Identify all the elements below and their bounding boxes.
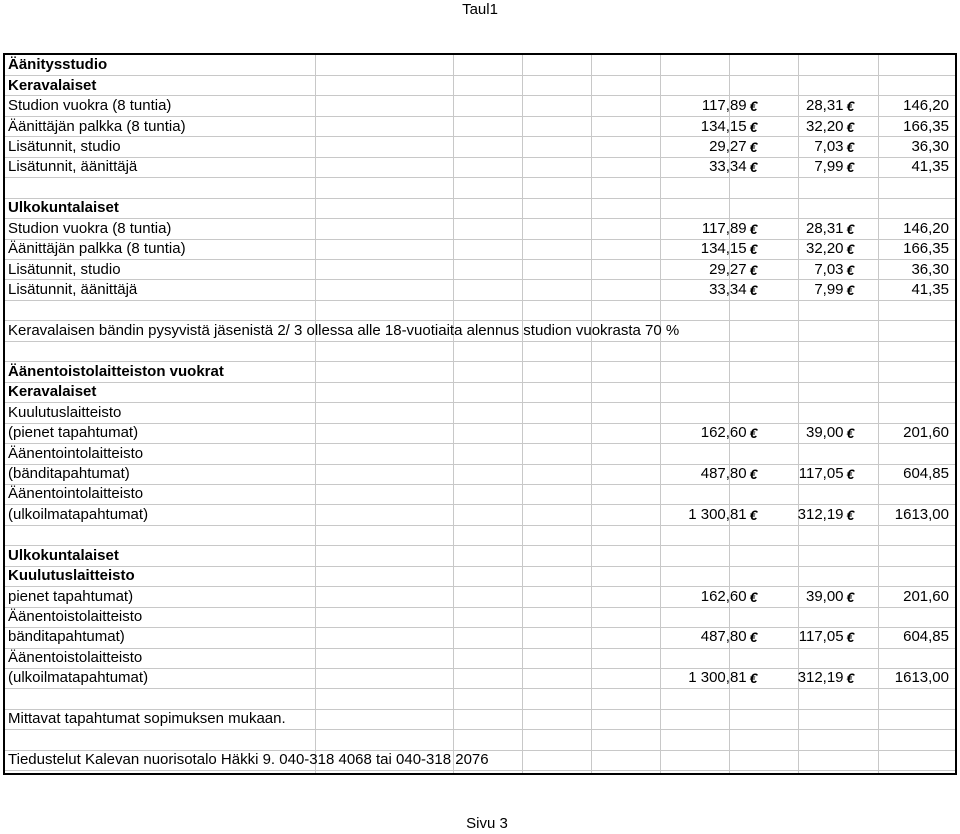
row-label[interactable]: (ulkoilmatapahtumat) xyxy=(8,505,149,523)
empty-cell[interactable] xyxy=(760,546,846,566)
table-row xyxy=(5,464,955,484)
table-row xyxy=(5,96,955,116)
row-divider xyxy=(5,423,955,424)
empty-cell[interactable] xyxy=(855,362,955,382)
empty-cell[interactable] xyxy=(760,362,846,382)
empty-cell[interactable] xyxy=(750,484,761,504)
empty-cell[interactable] xyxy=(750,729,761,749)
row-divider xyxy=(5,770,955,771)
price-cell-2[interactable]: 312,19 xyxy=(797,505,844,523)
empty-cell[interactable] xyxy=(679,525,749,545)
row-divider xyxy=(5,320,955,321)
empty-cell[interactable] xyxy=(847,525,856,545)
empty-cell[interactable] xyxy=(847,362,856,382)
row-label[interactable]: bänditapahtumat) xyxy=(8,628,125,646)
table-row xyxy=(5,300,955,320)
table-row xyxy=(5,546,955,566)
table-row xyxy=(5,75,955,95)
table-row xyxy=(5,341,955,361)
empty-cell[interactable] xyxy=(855,55,955,75)
row-label[interactable]: Äänentointolaitteisto xyxy=(8,444,144,462)
table-row xyxy=(5,362,955,382)
row-label[interactable]: Äänentoistolaitteisto xyxy=(8,648,143,666)
table-row xyxy=(5,709,955,729)
empty-cell[interactable] xyxy=(760,750,846,770)
euro-symbol[interactable]: € xyxy=(846,159,855,176)
empty-cell[interactable] xyxy=(855,607,955,627)
empty-cell[interactable] xyxy=(679,648,749,668)
empty-cell[interactable] xyxy=(750,709,761,729)
euro-symbol[interactable]: € xyxy=(749,261,758,278)
empty-cell[interactable] xyxy=(750,178,761,198)
empty-cell[interactable] xyxy=(679,709,749,729)
row-divider xyxy=(5,627,955,628)
empty-cell[interactable] xyxy=(679,689,749,709)
empty-cell[interactable] xyxy=(855,729,955,749)
empty-cell[interactable] xyxy=(760,321,846,341)
euro-symbol[interactable]: € xyxy=(749,98,758,115)
price-cell-3[interactable]: 166,35 xyxy=(903,117,949,135)
table-row xyxy=(5,607,955,627)
empty-cell[interactable] xyxy=(750,443,761,463)
euro-symbol[interactable]: € xyxy=(846,220,855,237)
table-row xyxy=(5,402,955,422)
price-cell-2[interactable]: 7,99 xyxy=(814,158,844,176)
empty-cell[interactable] xyxy=(750,770,761,775)
price-cell-3[interactable]: 41,35 xyxy=(911,158,949,176)
row-label[interactable]: Kuulutuslaitteisto xyxy=(8,567,135,585)
empty-cell[interactable] xyxy=(679,75,749,95)
empty-cell[interactable] xyxy=(855,321,955,341)
price-cell-1[interactable]: 487,80 xyxy=(700,464,747,482)
empty-cell[interactable] xyxy=(760,198,846,218)
empty-cell[interactable] xyxy=(679,321,749,341)
empty-cell[interactable] xyxy=(750,341,761,361)
price-cell-1[interactable]: 162,60 xyxy=(700,587,747,605)
price-cell-2[interactable]: 39,00 xyxy=(805,587,844,605)
row-label[interactable]: Ulkokuntalaiset xyxy=(8,199,119,217)
row-divider xyxy=(5,648,955,649)
empty-cell[interactable] xyxy=(855,300,955,320)
empty-cell[interactable] xyxy=(855,709,955,729)
empty-cell[interactable] xyxy=(750,546,761,566)
empty-cell[interactable] xyxy=(679,484,749,504)
table-row xyxy=(5,137,955,157)
table-row xyxy=(5,239,955,259)
empty-cell[interactable] xyxy=(760,709,846,729)
table-row xyxy=(5,55,955,75)
price-cell-3[interactable]: 146,20 xyxy=(903,219,949,237)
price-cell-2[interactable]: 7,03 xyxy=(814,137,844,155)
empty-cell[interactable] xyxy=(847,55,856,75)
table-row xyxy=(5,648,955,668)
price-cell-3[interactable]: 201,60 xyxy=(903,424,949,442)
euro-symbol[interactable]: € xyxy=(749,282,758,299)
price-cell-3[interactable]: 201,60 xyxy=(903,587,949,605)
row-label[interactable]: Lisätunnit, studio xyxy=(8,137,121,155)
table-row xyxy=(5,259,955,279)
empty-cell[interactable] xyxy=(760,689,846,709)
row-divider xyxy=(5,116,955,117)
empty-cell[interactable] xyxy=(855,75,955,95)
row-label[interactable]: Lisätunnit, äänittäjä xyxy=(8,281,138,299)
empty-cell[interactable] xyxy=(855,648,955,668)
empty-cell[interactable] xyxy=(679,300,749,320)
table-row xyxy=(5,586,955,606)
table-row xyxy=(5,729,955,749)
row-label[interactable] xyxy=(5,689,679,709)
row-divider xyxy=(5,668,955,669)
row-divider xyxy=(5,300,955,301)
price-cell-3[interactable]: 166,35 xyxy=(903,240,949,258)
euro-symbol[interactable]: € xyxy=(846,465,855,482)
row-divider xyxy=(5,750,955,751)
euro-symbol[interactable]: € xyxy=(846,138,855,155)
table-row xyxy=(5,423,955,443)
empty-cell[interactable] xyxy=(847,484,856,504)
table-row xyxy=(5,505,955,525)
euro-symbol[interactable]: € xyxy=(749,425,758,442)
sheet-tab-title: Taul1 xyxy=(462,1,498,18)
empty-cell[interactable] xyxy=(750,55,761,75)
row-divider xyxy=(5,341,955,342)
price-cell-3[interactable]: 36,30 xyxy=(911,260,949,278)
empty-cell[interactable] xyxy=(679,198,749,218)
table-row xyxy=(5,525,955,545)
euro-symbol[interactable]: € xyxy=(846,241,855,258)
row-divider xyxy=(5,361,955,362)
empty-cell[interactable] xyxy=(760,770,846,775)
row-label[interactable]: Lisätunnit, äänittäjä xyxy=(8,158,138,176)
row-divider xyxy=(5,709,955,710)
euro-symbol[interactable]: € xyxy=(749,118,758,135)
row-divider xyxy=(5,566,955,567)
row-label[interactable]: (pienet tapahtumat) xyxy=(8,424,139,442)
table-row xyxy=(5,198,955,218)
price-cell-1[interactable]: 487,80 xyxy=(700,628,747,646)
empty-cell[interactable] xyxy=(679,729,749,749)
row-label[interactable] xyxy=(5,770,679,775)
price-cell-1[interactable]: 29,27 xyxy=(709,260,747,278)
row-label[interactable]: Kuulutuslaitteisto xyxy=(8,403,122,421)
row-divider xyxy=(5,279,955,280)
euro-symbol[interactable]: € xyxy=(749,670,758,687)
empty-cell[interactable] xyxy=(750,689,761,709)
row-divider xyxy=(5,95,955,96)
empty-cell[interactable] xyxy=(679,546,749,566)
price-cell-3[interactable]: 1613,00 xyxy=(894,669,949,687)
row-label[interactable] xyxy=(5,300,679,320)
price-cell-2[interactable]: 7,99 xyxy=(814,281,844,299)
row-divider xyxy=(5,157,955,158)
euro-symbol[interactable]: € xyxy=(846,261,855,278)
row-label[interactable]: pienet tapahtumat) xyxy=(8,587,134,605)
empty-cell[interactable] xyxy=(855,341,955,361)
empty-cell[interactable] xyxy=(855,566,955,586)
empty-cell[interactable] xyxy=(750,382,761,402)
price-cell-2[interactable]: 32,20 xyxy=(805,240,844,258)
empty-cell[interactable] xyxy=(847,443,856,463)
empty-cell[interactable] xyxy=(847,382,856,402)
price-cell-1[interactable]: 33,34 xyxy=(709,281,747,299)
euro-symbol[interactable]: € xyxy=(749,588,758,605)
empty-cell[interactable] xyxy=(750,75,761,95)
row-divider xyxy=(5,484,955,485)
price-cell-1[interactable]: 117,89 xyxy=(701,97,747,115)
empty-cell[interactable] xyxy=(750,402,761,422)
empty-cell[interactable] xyxy=(847,729,856,749)
euro-symbol[interactable]: € xyxy=(749,138,758,155)
euro-symbol[interactable]: € xyxy=(749,506,758,523)
row-label[interactable]: Mittavat tapahtumat sopimuksen mukaan. xyxy=(8,710,286,728)
row-divider xyxy=(5,607,955,608)
euro-symbol[interactable]: € xyxy=(846,118,855,135)
row-label[interactable]: Äänentoistolaitteisto xyxy=(8,608,143,626)
row-label[interactable]: (ulkoilmatapahtumat) xyxy=(8,669,149,687)
empty-cell[interactable] xyxy=(847,709,856,729)
empty-cell[interactable] xyxy=(855,198,955,218)
empty-cell[interactable] xyxy=(760,443,846,463)
empty-cell[interactable] xyxy=(847,607,856,627)
row-divider xyxy=(5,525,955,526)
table-row xyxy=(5,689,955,709)
price-cell-1[interactable]: 117,89 xyxy=(701,219,747,237)
row-label[interactable]: Tiedustelut Kalevan nuorisotalo Häkki 9. 040-318 4068 tai 040-318 2076 xyxy=(8,751,489,769)
empty-cell[interactable] xyxy=(750,750,761,770)
empty-cell[interactable] xyxy=(679,750,749,770)
row-divider xyxy=(5,75,955,76)
empty-cell[interactable] xyxy=(855,382,955,402)
row-label[interactable]: Äänittäjän palkka (8 tuntia) xyxy=(8,117,186,135)
price-cell-1[interactable]: 134,15 xyxy=(700,117,747,135)
empty-cell[interactable] xyxy=(679,362,749,382)
price-table xyxy=(5,55,955,775)
empty-cell[interactable] xyxy=(679,178,749,198)
price-cell-3[interactable]: 146,20 xyxy=(903,97,949,115)
row-label[interactable] xyxy=(5,341,679,361)
row-label[interactable]: Keravalaisen bändin pysyvistä jäsenistä 2/ 3 ollessa alle 18-vuotiaita alennus studion vuokrasta 70 % xyxy=(8,321,680,339)
price-cell-2[interactable]: 32,20 xyxy=(805,117,844,135)
euro-symbol[interactable]: € xyxy=(846,98,855,115)
empty-cell[interactable] xyxy=(679,55,749,75)
row-divider xyxy=(5,177,955,178)
table-row xyxy=(5,443,955,463)
price-cell-1[interactable]: 33,34 xyxy=(709,158,747,176)
row-label[interactable]: Äänittäjän palkka (8 tuntia) xyxy=(8,240,186,258)
empty-cell[interactable] xyxy=(855,484,955,504)
price-cell-2[interactable]: 117,05 xyxy=(798,628,844,646)
table-row xyxy=(5,116,955,136)
empty-cell[interactable] xyxy=(847,750,856,770)
row-label[interactable]: Keravalaiset xyxy=(8,76,97,94)
euro-symbol[interactable]: € xyxy=(749,629,758,646)
price-cell-1[interactable]: 1 300,81 xyxy=(688,669,747,687)
empty-cell[interactable] xyxy=(750,362,761,382)
empty-cell[interactable] xyxy=(847,546,856,566)
empty-cell[interactable] xyxy=(679,443,749,463)
table-row xyxy=(5,627,955,647)
row-divider xyxy=(5,259,955,260)
empty-cell[interactable] xyxy=(760,75,846,95)
euro-symbol[interactable]: € xyxy=(749,159,758,176)
row-label[interactable]: Ulkokuntalaiset xyxy=(8,546,119,564)
euro-symbol[interactable]: € xyxy=(749,220,758,237)
row-divider xyxy=(5,443,955,444)
page-number: Sivu 3 xyxy=(466,815,508,832)
price-cell-2[interactable]: 117,05 xyxy=(798,464,844,482)
empty-cell[interactable] xyxy=(750,300,761,320)
row-label[interactable]: Keravalaiset xyxy=(8,383,97,401)
euro-symbol[interactable]: € xyxy=(749,465,758,482)
empty-cell[interactable] xyxy=(847,198,856,218)
row-label[interactable]: Studion vuokra (8 tuntia) xyxy=(8,219,172,237)
row-label[interactable] xyxy=(5,729,679,749)
row-label[interactable]: (bänditapahtumat) xyxy=(8,464,130,482)
empty-cell[interactable] xyxy=(679,607,749,627)
price-cell-1[interactable]: 134,15 xyxy=(700,240,747,258)
row-label[interactable] xyxy=(5,525,679,545)
empty-cell[interactable] xyxy=(760,607,846,627)
empty-cell[interactable] xyxy=(750,525,761,545)
spreadsheet-area xyxy=(3,53,957,775)
empty-cell[interactable] xyxy=(847,648,856,668)
empty-cell[interactable] xyxy=(679,566,749,586)
empty-cell[interactable] xyxy=(847,689,856,709)
price-cell-2[interactable]: 7,03 xyxy=(814,260,844,278)
row-divider xyxy=(5,218,955,219)
empty-cell[interactable] xyxy=(760,566,846,586)
row-label[interactable] xyxy=(5,178,679,198)
row-label[interactable]: Äänentoistolaitteiston vuokrat xyxy=(8,362,224,380)
row-divider xyxy=(5,239,955,240)
empty-cell[interactable] xyxy=(847,321,856,341)
row-label[interactable]: Äänentointolaitteisto xyxy=(8,485,144,503)
table-row xyxy=(5,566,955,586)
row-label[interactable]: Äänitysstudio xyxy=(8,56,108,74)
empty-cell[interactable] xyxy=(750,648,761,668)
empty-cell[interactable] xyxy=(855,178,955,198)
euro-symbol[interactable]: € xyxy=(846,425,855,442)
row-divider xyxy=(5,382,955,383)
empty-cell[interactable] xyxy=(760,300,846,320)
euro-symbol[interactable]: € xyxy=(846,670,855,687)
euro-symbol[interactable]: € xyxy=(846,629,855,646)
empty-cell[interactable] xyxy=(847,770,856,775)
empty-cell[interactable] xyxy=(847,75,856,95)
empty-cell[interactable] xyxy=(847,566,856,586)
price-cell-2[interactable]: 39,00 xyxy=(805,424,844,442)
table-row xyxy=(5,770,955,775)
euro-symbol[interactable]: € xyxy=(749,241,758,258)
empty-cell[interactable] xyxy=(760,648,846,668)
table-row xyxy=(5,750,955,770)
empty-cell[interactable] xyxy=(760,484,846,504)
empty-cell[interactable] xyxy=(847,341,856,361)
empty-cell[interactable] xyxy=(760,55,846,75)
row-label[interactable]: Lisätunnit, studio xyxy=(8,260,121,278)
price-cell-3[interactable]: 604,85 xyxy=(903,464,949,482)
table-row xyxy=(5,321,955,341)
table-row xyxy=(5,280,955,300)
table-row xyxy=(5,178,955,198)
table-row xyxy=(5,219,955,239)
price-cell-3[interactable]: 1613,00 xyxy=(894,505,949,523)
empty-cell[interactable] xyxy=(750,607,761,627)
euro-symbol[interactable]: € xyxy=(846,506,855,523)
price-cell-2[interactable]: 28,31 xyxy=(805,97,844,115)
empty-cell[interactable] xyxy=(760,729,846,749)
price-cell-1[interactable]: 162,60 xyxy=(700,424,747,442)
empty-cell[interactable] xyxy=(855,750,955,770)
row-divider xyxy=(5,504,955,505)
empty-cell[interactable] xyxy=(847,178,856,198)
table-row xyxy=(5,484,955,504)
row-divider xyxy=(5,688,955,689)
row-divider xyxy=(5,136,955,137)
price-cell-2[interactable]: 28,31 xyxy=(805,219,844,237)
empty-cell[interactable] xyxy=(855,546,955,566)
price-cell-3[interactable]: 36,30 xyxy=(911,137,949,155)
empty-cell[interactable] xyxy=(760,178,846,198)
empty-cell[interactable] xyxy=(847,402,856,422)
empty-cell[interactable] xyxy=(760,382,846,402)
empty-cell[interactable] xyxy=(855,770,955,775)
empty-cell[interactable] xyxy=(750,566,761,586)
empty-cell[interactable] xyxy=(679,382,749,402)
empty-cell[interactable] xyxy=(760,341,846,361)
empty-cell[interactable] xyxy=(847,300,856,320)
empty-cell[interactable] xyxy=(855,525,955,545)
price-cell-2[interactable]: 312,19 xyxy=(797,669,844,687)
row-divider xyxy=(5,545,955,546)
euro-symbol[interactable]: € xyxy=(846,282,855,299)
empty-cell[interactable] xyxy=(855,402,955,422)
price-cell-3[interactable]: 41,35 xyxy=(911,281,949,299)
table-row xyxy=(5,668,955,688)
empty-cell[interactable] xyxy=(750,198,761,218)
empty-cell[interactable] xyxy=(679,402,749,422)
row-divider xyxy=(5,586,955,587)
row-divider xyxy=(5,198,955,199)
price-cell-1[interactable]: 1 300,81 xyxy=(688,505,747,523)
empty-cell[interactable] xyxy=(760,525,846,545)
empty-cell[interactable] xyxy=(855,689,955,709)
price-cell-1[interactable]: 29,27 xyxy=(709,137,747,155)
row-divider xyxy=(5,729,955,730)
row-divider xyxy=(5,464,955,465)
table-row xyxy=(5,157,955,177)
empty-cell[interactable] xyxy=(760,402,846,422)
empty-cell[interactable] xyxy=(750,321,761,341)
price-cell-3[interactable]: 604,85 xyxy=(903,628,949,646)
empty-cell[interactable] xyxy=(679,770,749,775)
row-divider xyxy=(5,402,955,403)
empty-cell[interactable] xyxy=(679,341,749,361)
row-label[interactable]: Studion vuokra (8 tuntia) xyxy=(8,97,172,115)
table-row xyxy=(5,382,955,402)
euro-symbol[interactable]: € xyxy=(846,588,855,605)
empty-cell[interactable] xyxy=(855,443,955,463)
